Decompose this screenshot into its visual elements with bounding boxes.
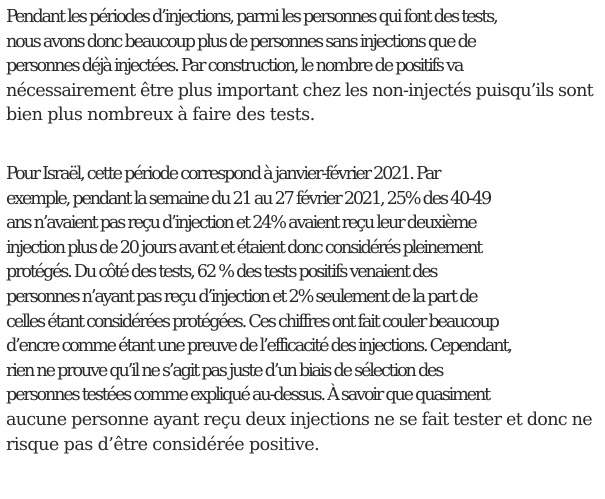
text-line: risque pas d’être considérée positive. — [6, 434, 320, 455]
text-line: nous avons donc beaucoup plus de personnes sans injections que de — [6, 31, 476, 52]
text-line: injection plus de 20 jours avant et étaient donc considérés pleinement — [6, 237, 482, 258]
text-line: rien ne prouve qu’il ne s’agit pas juste d’un biais de sélection des — [6, 360, 443, 381]
text-line: nécessairement être plus important chez les non-injectés puisqu’ils sont — [6, 80, 593, 101]
text-line: aucune personne ayant reçu deux injections ne se fait tester et donc ne — [6, 409, 592, 430]
text-line: d’encre comme étant une preuve de l’efficacité des injections. Cependant, — [6, 336, 511, 357]
text-line: personnes déjà injectées. Par construction, le nombre de positifs va — [6, 56, 463, 77]
text-line: ans n’avaient pas reçu d’injection et 24% avaient reçu leur deuxième — [6, 213, 476, 234]
text-line: personnes testées comme expliqué au-dessus. À savoir que quasiment — [6, 385, 490, 406]
text-line: bien plus nombreux à faire des tests. — [6, 105, 315, 126]
text-line: Pendant les périodes d’injections, parmi les personnes qui font des tests, — [6, 7, 497, 27]
paragraph-israel-example — [6, 162, 592, 457]
text-line: personnes n’ayant pas reçu d’injection et 2% seulement de la part de — [6, 286, 477, 307]
text-line: Pour Israël, cette période correspond à janvier-février 2021. Par — [6, 164, 440, 184]
text-line: celles étant considérées protégées. Ces chiffres ont fait couler beaucoup — [6, 311, 498, 332]
text-line: protégés. Du côté des tests, 62 % des tests positifs venaient des — [6, 262, 437, 283]
text-line: exemple, pendant la semaine du 21 au 27 février 2021, 25% des 40-49 — [6, 188, 491, 209]
paragraph-injection-periods — [6, 5, 593, 128]
